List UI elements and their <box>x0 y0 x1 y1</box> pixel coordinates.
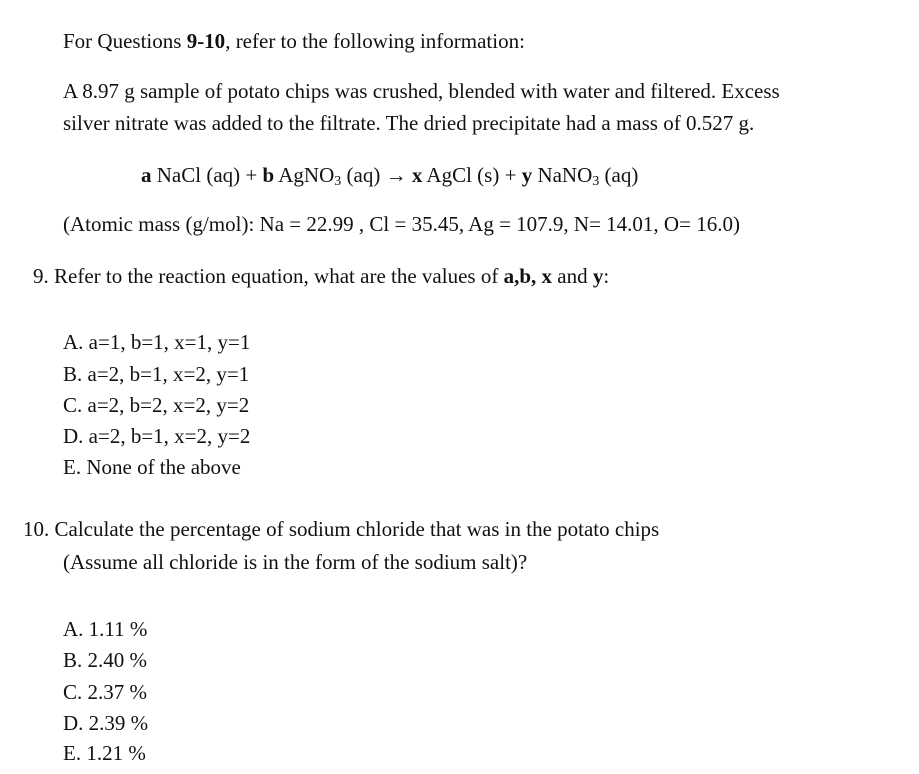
intro-text: For Questions <box>63 29 187 53</box>
q10-option-d: D. 2.39 % <box>63 711 149 735</box>
intro-text: , refer to the following information: <box>225 29 525 53</box>
eq-term: AgCl (s) + <box>422 163 522 187</box>
reaction-arrow-icon: → <box>385 163 407 187</box>
eq-term: NaNO <box>532 163 593 187</box>
atomic-masses: (Atomic mass (g/mol): Na = 22.99 , Cl = 35.45, Ag = 107.9, N= 14.01, O= 16.0) <box>63 212 740 236</box>
question-10-stem: 10. Calculate the percentage of sodium chloride that was in the potato chips <box>23 517 660 541</box>
question-9-stem <box>33 266 609 287</box>
stem-bold: y <box>592 264 604 288</box>
q10-option-a: A. 1.11 % <box>63 617 148 641</box>
coef-y: y <box>521 163 533 187</box>
passage-line: A 8.97 g sample of potato chips was crushed, blended with water and filtered. Excess <box>63 79 780 103</box>
subscript: 3 <box>334 174 342 189</box>
coef-x: x <box>406 163 423 187</box>
eq-term: AgNO <box>274 163 335 187</box>
stem-text: 9. Refer to the reaction equation, what are the values of <box>33 264 504 288</box>
q9-option-b: B. a=2, b=1, x=2, y=1 <box>63 362 250 386</box>
eq-term: (aq) <box>599 163 639 187</box>
q9-option-d: D. a=2, b=1, x=2, y=2 <box>63 424 251 448</box>
question-range: 9-10 <box>186 29 226 53</box>
q9-option-a: A. a=1, b=1, x=1, y=1 <box>63 330 251 354</box>
stem-bold: a,b, x <box>503 264 552 288</box>
q10-option-e: E. 1.21 % <box>63 741 146 765</box>
coef-a: a <box>141 163 152 187</box>
q10-option-b: B. 2.40 % <box>63 648 147 672</box>
intro-line <box>63 31 525 52</box>
eq-term: NaCl (aq) + <box>151 163 263 187</box>
stem-text: and <box>552 264 593 288</box>
q9-option-c: C. a=2, b=2, x=2, y=2 <box>63 393 250 417</box>
coef-b: b <box>262 163 275 187</box>
eq-term: (aq) <box>341 163 386 187</box>
q9-option-e: E. None of the above <box>63 455 241 479</box>
subscript: 3 <box>592 174 600 189</box>
reaction-equation <box>141 163 639 189</box>
question-10-stem: (Assume all chloride is in the form of the sodium salt)? <box>63 550 528 574</box>
passage-line: silver nitrate was added to the filtrate. The dried precipitate had a mass of 0.527 g. <box>63 111 755 135</box>
stem-text: : <box>603 264 610 288</box>
q10-option-c: C. 2.37 % <box>63 680 147 704</box>
